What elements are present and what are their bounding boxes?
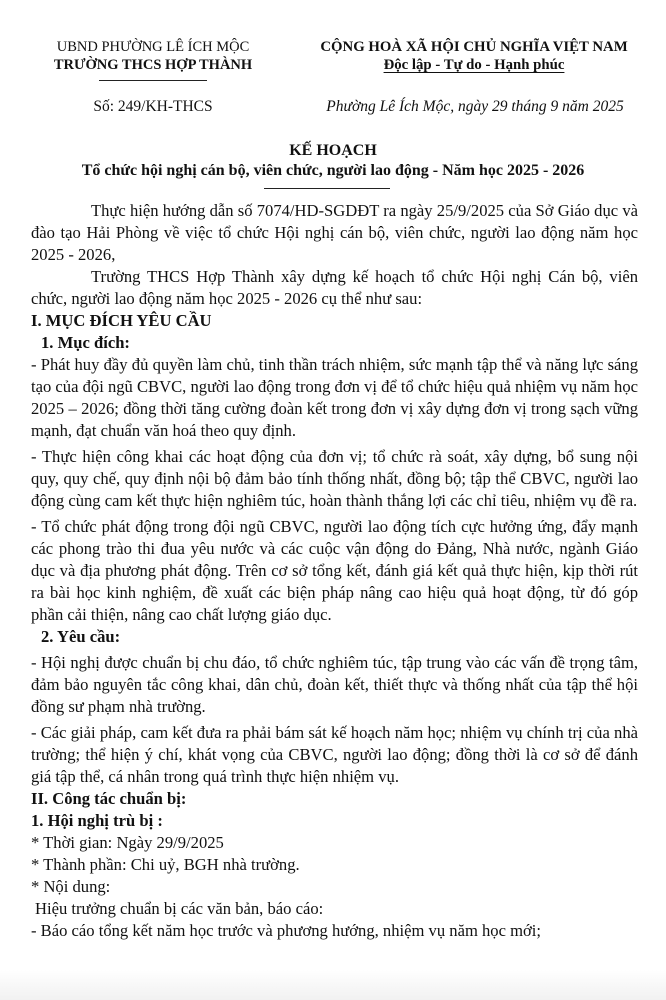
prep-participants: * Thành phần: Chi uỷ, BGH nhà trường. (31, 855, 300, 874)
document-body (31, 200, 638, 942)
country-name: CỘNG HOÀ XÃ HỘI CHỦ NGHĨA VIỆT NAM (320, 39, 628, 55)
national-header (284, 38, 664, 74)
intro-paragraph: Thực hiện hướng dẫn số 7074/HD-SGDĐT ra ngày 25/9/2025 của Sở Giáo dục và đào tạo Hải Phòng về việc tổ chức Hội nghị cán bộ, viên chức, người lao động năm học 2025 - 2026, (31, 201, 638, 264)
prep-time: * Thời gian: Ngày 29/9/2025 (31, 833, 224, 852)
national-motto: Độc lập - Tự do - Hạnh phúc (383, 57, 565, 73)
title-underline (264, 188, 390, 189)
purpose-item: - Thực hiện công khai các hoạt động của đơn vị; tổ chức rà soát, xây dựng, bổ sung nội quy, quy chế, quy định nội bộ đảm bảo tính thống nhất, đồng bộ; tập thể CBVC, người lao động cùng cam kết thực hiện nghiêm túc, hoàn thành thắng lợi các chỉ tiêu, nhiệm vụ đề ra. (31, 447, 638, 510)
purpose-item: - Phát huy đầy đủ quyền làm chủ, tinh thần trách nhiệm, sức mạnh tập thể và năng lực sáng tạo của đội ngũ CBVC, người lao động trong đơn vị để tổ chức hiệu quả nhiệm vụ năm học 2025 – 2026; đồng thời tăng cường đoàn kết trong đơn vị xây dựng đơn vị trong sạch vững mạnh, đạt chuẩn văn hoá theo quy định. (31, 355, 639, 440)
document-number: Số: 249/KH-THCS (93, 98, 213, 115)
subsection-heading: 2. Yêu cầu: (41, 627, 121, 646)
issuing-agency: UBND PHƯỜNG LÊ ÍCH MỘC (56, 39, 250, 55)
section-heading: II. Công tác chuẩn bị: (31, 789, 187, 808)
document-title: KẾ HOẠCH (289, 142, 377, 159)
section-heading: I. MỤC ĐÍCH YÊU CẦU (31, 311, 212, 330)
prep-content-label: * Nội dung: (31, 877, 111, 896)
purpose-item: - Tổ chức phát động trong đội ngũ CBVC, người lao động tích cực hưởng ứng, đẩy mạnh các phong trào thi đua yêu nước và các cuộc vận động do Đảng, Nhà nước, ngành Giáo dục và địa phương phát động. Trên cơ sở tổng kết, đánh giá kết quả thực hiện, kịp thời rút ra bài học kinh nghiệm, đề xuất các biện pháp nâng cao hiệu quả hoạt động, từ đó góp phần cải thiện, nâng cao chất lượng giáo dục. (31, 517, 638, 624)
school-name: TRƯỜNG THCS HỢP THÀNH (53, 57, 253, 73)
intro-paragraph: Trường THCS Hợp Thành xây dựng kế hoạch tổ chức Hội nghị Cán bộ, viên chức, người lao động năm học 2025 - 2026 cụ thể như sau: (31, 267, 638, 308)
subsection-heading: 1. Hội nghị trù bị : (31, 811, 163, 830)
issuer-block (28, 38, 278, 81)
subsection-heading: 1. Mục đích: (41, 333, 130, 352)
requirement-item: - Các giải pháp, cam kết đưa ra phải bám sát kế hoạch năm học; nhiệm vụ chính trị của nhà trường; thể hiện ý chí, khát vọng của CBVC, người lao động; đồng thời là cơ sở để đánh giá tập thể, cá nhân trong quá trình thực hiện nhiệm vụ. (31, 723, 638, 786)
document-subtitle: Tổ chức hội nghị cán bộ, viên chức, người lao động - Năm học 2025 - 2026 (81, 162, 585, 179)
issuer-underline (99, 80, 207, 81)
place-and-date: Phường Lê Ích Mộc, ngày 29 tháng 9 năm 2025 (326, 98, 624, 115)
document-title-block (0, 141, 666, 181)
principal-note: Hiệu trưởng chuẩn bị các văn bản, báo cáo: (35, 899, 324, 918)
prep-content-item: - Báo cáo tổng kết năm học trước và phương hướng, nhiệm vụ năm học mới; (31, 921, 542, 940)
requirement-item: - Hội nghị được chuẩn bị chu đáo, tổ chức nghiêm túc, tập trung vào các vấn đề trọng tâm, đảm bảo nguyên tắc công khai, dân chủ, đoàn kết, thiết thực và thống nhất của tập thể hội đồng sư phạm nhà trường. (31, 653, 638, 716)
page-bottom-shadow (0, 970, 666, 1000)
